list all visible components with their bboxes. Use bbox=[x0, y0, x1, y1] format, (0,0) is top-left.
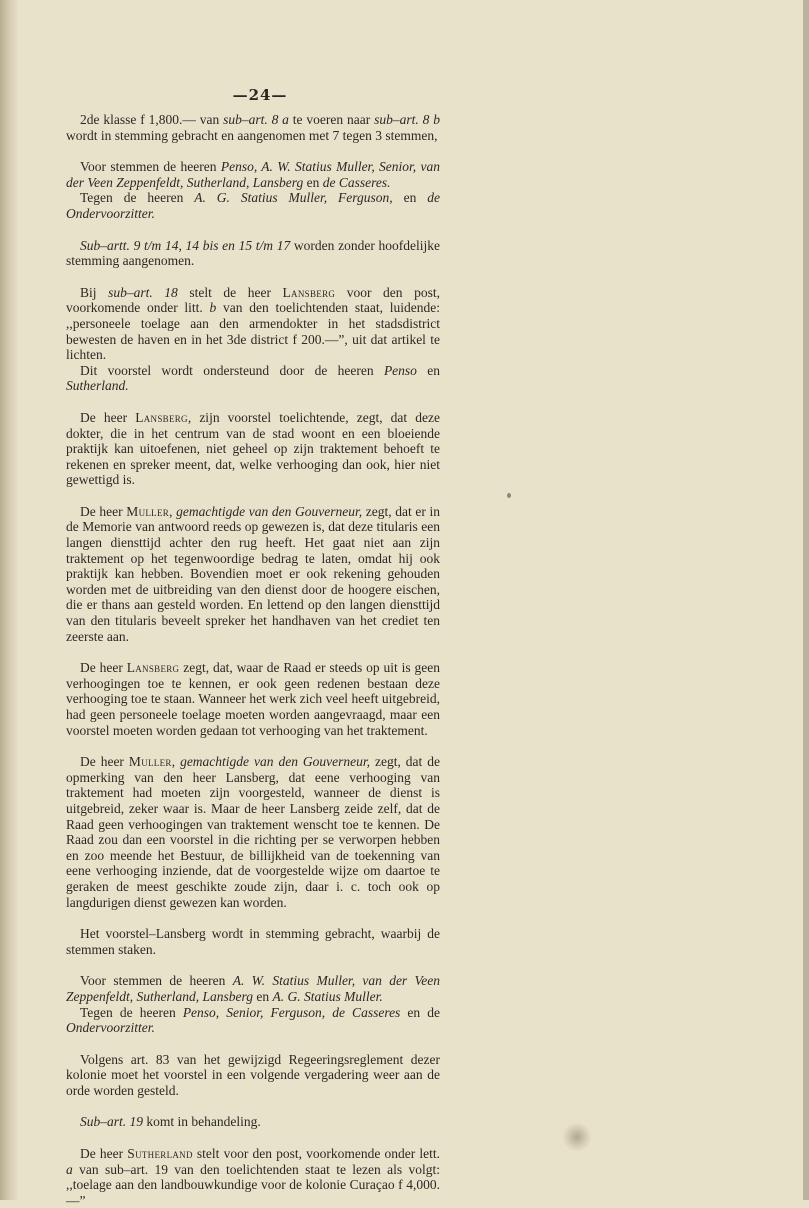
paragraph: Sub–art. 19 komt in behandeling. bbox=[80, 1114, 261, 1130]
paragraph: De heer Lansberg, zijn voorstel toelichtende, zegt, dat deze dokter, die in het centrum van de stad woont en een bloeiende praktijk kan uitoefenen, niet geheel op zijn traktement behoeft te rekenen en spreker meent, dat, welke verhooging dan ook, hier niet gewettigd is. bbox=[66, 409, 440, 488]
paragraph: De heer Lansberg zegt, dat, waar de Raad er steeds op uit is geen verhoogingen toe te kennen, er ook geen redenen bestaan deze verhooging toe te staan. Wanneer het werk zich veel heeft uitgebreid, had geen personeele toelage moeten worden aangevraagd, maar een voorstel moeten worden gedaan tot verhooging van het traktement. bbox=[66, 660, 440, 738]
paragraph: Volgens art. 83 van het gewijzigd Regeeringsreglement dezer kolonie moet het voorstel in een volgende vergadering weer aan de orde worden gesteld. bbox=[66, 1051, 440, 1098]
paragraph: 2de klasse f 1,800.— van sub–art. 8 a te voeren naar sub–art. 8 b wordt in stemming gebracht en aangenomen met 7 tegen 3 stemmen, bbox=[66, 112, 440, 143]
document-body bbox=[66, 112, 440, 1208]
paragraph: Voor stemmen de heeren A. W. Statius Muller, van der Veen Zeppenfeldt, Sutherland, Lansberg en A. G. Statius Muller. bbox=[66, 973, 440, 1004]
paper-stain bbox=[562, 1122, 592, 1152]
paragraph: Tegen de heeren Penso, Senior, Ferguson, de Casseres en de Ondervoorzitter. bbox=[66, 1004, 441, 1036]
paragraph: De heer Muller, gemachtigde van den Gouverneur, zegt, dat de opmerking van den heer Lansberg, dat eene verhooging van traktement had moeten zijn voorgesteld, wanneer de dienst is uitgebreid, zeker waar is. Maar de heer Lansberg zeide zelf, dat de Raad geen verhoogingen van traktement wenscht toe te kennen. De Raad zou dan een voorstel in die richting per se verworpen hebben en zoo meende het Bestuur, de billijkheid van de toekenning van eene verhooging inziende, dat de voorgestelde wijze om daartoe te geraken de meest geschikte zoude zijn, daar i. c. toch ook op langdurigen dienst gewezen kan worden. bbox=[66, 754, 440, 910]
page-binding-edge bbox=[0, 0, 18, 1200]
paragraph: De heer Muller, gemachtigde van den Gouverneur, zegt, dat er in de Memorie van antwoord reeds op gewezen is, dat deze titularis een langen diensttijd achter den rug heeft. Het gaat niet aan zijn traktement op het tegenwoordige bedrag te laten, omdat hij ook praktijk kan hebben. Bovendien moet er ook rekening gehouden worden met de uitbreiding van den dienst door de hoogere eischen, die er thans aan gesteld worden. En lettend op den langen diensttijd van den titularis beveelt spreker het handhaven van het crediet ten zeerste aan. bbox=[66, 503, 440, 644]
paragraph: Dit voorstel wordt ondersteund door de heeren Penso en Sutherland. bbox=[66, 362, 440, 394]
paragraph: De heer Sutherland stelt voor den post, voorkomende onder lett. a van sub–art. 19 van den toelichtenden staat te lezen als volgt: ,,toelage aan den landbouwkundige voor de kolonie Curaçao f 4,000.—” bbox=[66, 1146, 440, 1208]
paragraph: Bij sub–art. 18 stelt de heer Lansberg voor den post, voorkomende onder litt. b van den toelichtenden staat, luidende: ,,personeele toelage aan den armendokter in het stadsdistrict bewesten de haven en in het 3de district f 200.—”, uit dat artikel te lichten. bbox=[66, 284, 440, 363]
paragraph: Het voorstel–Lansberg wordt in stemming gebracht, waarbij de stemmen staken. bbox=[66, 926, 440, 957]
page-number: —24— bbox=[232, 86, 288, 104]
paper-speck bbox=[507, 493, 511, 498]
paragraph: Tegen de heeren A. G. Statius Muller, Ferguson, en de Ondervoorzitter. bbox=[66, 190, 440, 221]
page-right-edge bbox=[803, 0, 809, 1200]
paragraph: Voor stemmen de heeren Penso, A. W. Statius Muller, Senior, van der Veen Zeppenfeldt, Sutherland, Lansberg en de Casseres. bbox=[66, 159, 440, 190]
paragraph: Sub–artt. 9 t/m 14, 14 bis en 15 t/m 17 worden zonder hoofdelijke stemming aangenomen. bbox=[66, 237, 440, 269]
